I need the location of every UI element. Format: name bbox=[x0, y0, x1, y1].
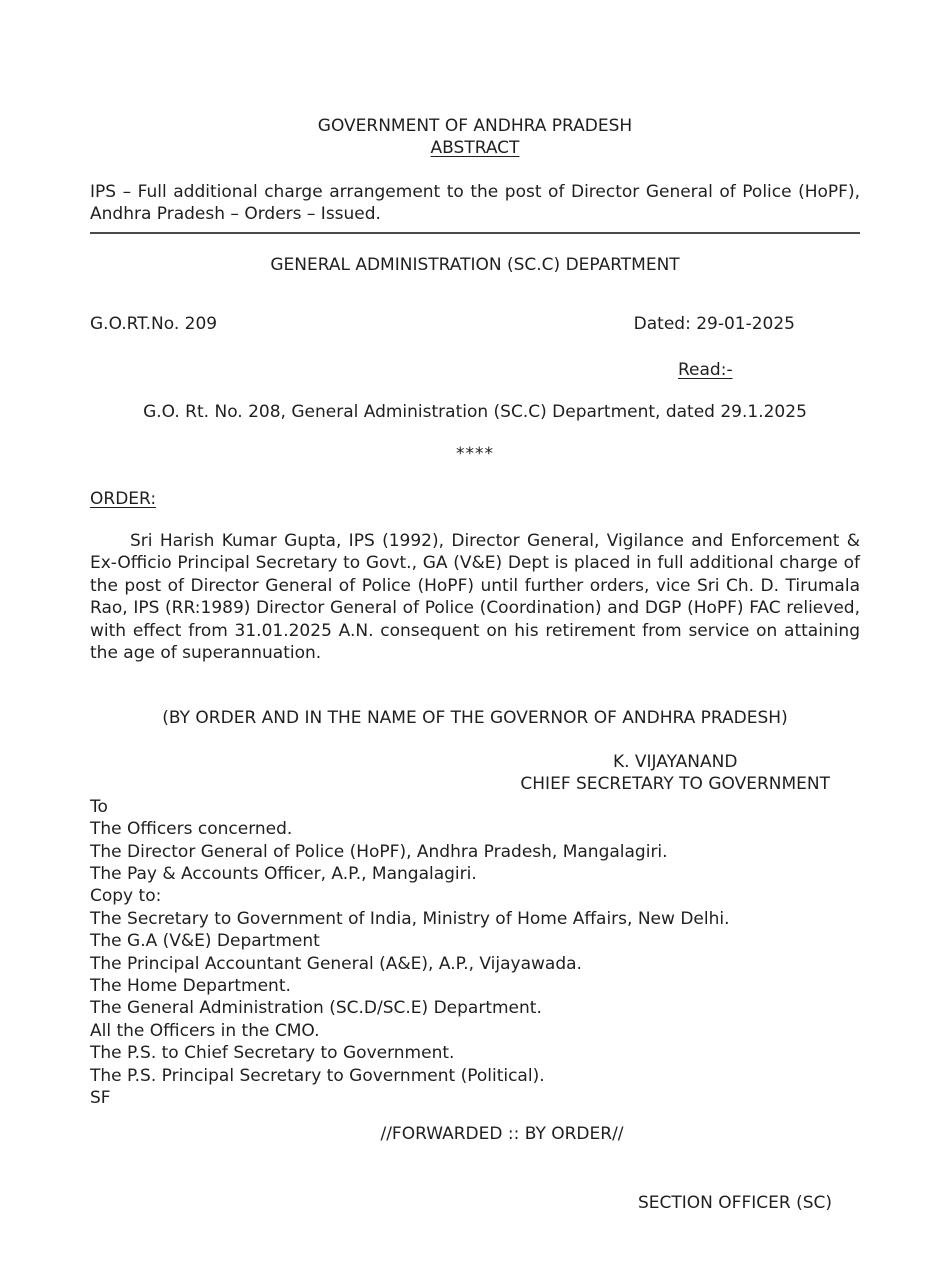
subject-line: IPS – Full additional charge arrangement to the post of Director General of Police (HoPF), Andhra Pradesh – Orders – Issued. bbox=[90, 181, 860, 234]
read-label: Read:- bbox=[678, 360, 733, 381]
address-block bbox=[90, 796, 860, 1110]
go-date: Dated: 29-01-2025 bbox=[633, 314, 795, 335]
address-line: The General Administration (SC.D/SC.E) Department. bbox=[90, 998, 542, 1019]
address-line: The Principal Accountant General (A&E), A.P., Vijayawada. bbox=[90, 953, 582, 974]
address-line: The Director General of Police (HoPF), Andhra Pradesh, Mangalagiri. bbox=[90, 841, 668, 862]
address-line: The Pay & Accounts Officer, A.P., Mangalagiri. bbox=[90, 863, 477, 884]
abstract-heading bbox=[90, 137, 860, 159]
address-line: To bbox=[90, 796, 108, 817]
go-number-row bbox=[90, 313, 860, 335]
address-line: The Secretary to Government of India, Ministry of Home Affairs, New Delhi. bbox=[90, 908, 730, 929]
read-reference: G.O. Rt. No. 208, General Administration (SC.C) Department, dated 29.1.2025 bbox=[143, 401, 807, 422]
separator-stars: **** bbox=[456, 444, 494, 465]
order-heading: ORDER: bbox=[90, 488, 157, 509]
address-line: The P.S. to Chief Secretary to Government. bbox=[90, 1043, 455, 1064]
signatory-name: K. VIJAYANAND bbox=[612, 751, 738, 772]
address-line: The G.A (V&E) Department bbox=[90, 931, 320, 952]
section-officer-line: SECTION OFFICER (SC) bbox=[637, 1192, 832, 1213]
address-line: All the Officers in the CMO. bbox=[90, 1020, 320, 1041]
by-order-line: (BY ORDER AND IN THE NAME OF THE GOVERNOR OF ANDHRA PRADESH) bbox=[162, 707, 788, 728]
order-paragraph: Sri Harish Kumar Gupta, IPS (1992), Director General, Vigilance and Enforcement & Ex-Officio Principal Secretary to Govt., GA (V&E) Dept is placed in full additional charge of the post of Director General of Police (HoPF) until further orders, vice Sri Ch. D. Tirumala Rao, IPS (RR:1989) Director General of Police (Coordination) and DGP (HoPF) FAC relieved, with effect from 31.01.2025 A.N. consequent on his retirement from service on attaining the age of superannuation. bbox=[90, 531, 860, 664]
address-line: SF bbox=[90, 1088, 111, 1108]
address-line: Copy to: bbox=[90, 886, 162, 907]
forwarded-line: //FORWARDED :: BY ORDER// bbox=[380, 1124, 624, 1145]
document-title: GOVERNMENT OF ANDHRA PRADESH bbox=[317, 116, 633, 136]
go-number: G.O.RT.No. 209 bbox=[90, 314, 218, 335]
address-line: The P.S. Principal Secretary to Government (Political). bbox=[90, 1065, 545, 1086]
address-line: The Home Department. bbox=[90, 975, 291, 996]
abstract-heading-text: ABSTRACT bbox=[430, 138, 520, 159]
address-line: The Officers concerned. bbox=[90, 819, 293, 840]
signature-block bbox=[520, 751, 830, 796]
department-heading: GENERAL ADMINISTRATION (SC.C) DEPARTMENT bbox=[270, 254, 680, 275]
signatory-title: CHIEF SECRETARY TO GOVERNMENT bbox=[520, 774, 830, 795]
